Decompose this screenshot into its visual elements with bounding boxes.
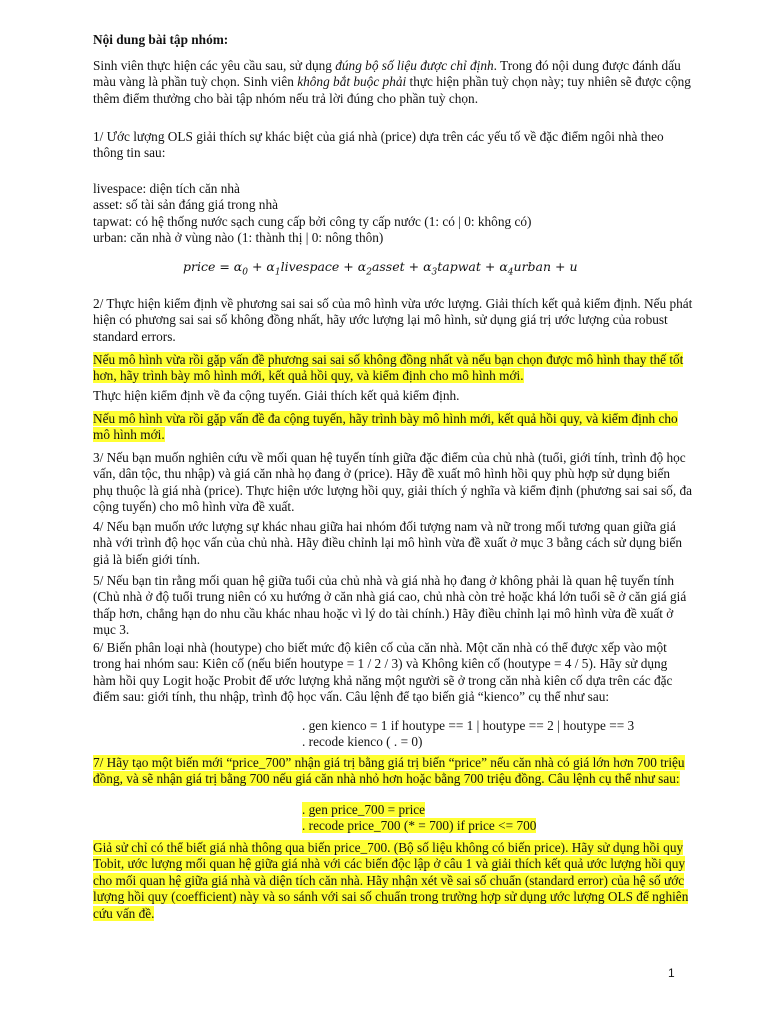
variable-asset: asset: số tài sản đáng giá trong nhà [93,197,279,213]
intro-paragraph [93,58,693,107]
variable-tapwat: tapwat: có hệ thống nước sạch cung cấp bởi công ty cấp nước (1: có | 0: không có) [93,213,532,229]
highlighted-text: 7/ Hãy tạo một biến mới “price_700” nhận giá trị bằng giá trị biến “price” nếu căn nhà có giá lớn hơn 700 triệu đồng, và sẽ nhận giá trị bằng 700 nếu giá căn nhà nhỏ hơn hoặc bằng 700 triệu đồng. Câu lệnh cụ thể như sau: [93,755,685,787]
intro-text-2: . Trong đó nội dung được đánh dấu màu vàng là phần tuỳ chọn. Sinh viên [93,58,681,90]
question-2-multicollinearity-optional [93,411,693,444]
page-number: 1 [668,966,675,980]
regression-equation: price = $\alpha_0$ + $\alpha_1livespace$ + $\alpha_2asset$ + $\alpha_3tapwat$ + $\alpha_4urban + u$ [183,259,578,278]
highlighted-text: Giả sử chỉ có thể biết giá nhà thông qua biến price_700. (Bộ số liệu không có biến price). Hãy sử dụng hồi quy Tobit, ước lượng mối quan hệ giữa giá nhà với các biến độc lập ở câu 1 và giải thích kết quả ước lượng hồi quy cho mối quan hệ giữa giá nhà và diện tích căn nhà. Hãy nhận xét về sai số chuẩn (standard error) của hệ số ước lượng hồi quy (coefficient) này và so sánh với sai số chuẩn trong trường hợp sử dụng ước lượng OLS để nghiên cứu vấn đề. [93,840,689,921]
question-5: 5/ Nếu bạn tin rằng mối quan hệ giữa tuổi của chủ nhà và giá nhà họ đang ở không phải là quan hệ tuyến tính (Chủ nhà ở độ tuổi trung niên có xu hướng ở căn nhà giá cao, chủ nhà còn trẻ hoặc khá lớn tuổi sẽ ở căn giá giá thấp hơn, chẳng hạn do nhu cầu khác nhau hoặc vì lý do tài chính.) Hãy điều chỉnh lại mô hình vừa đề xuất ở mục 3. [93,573,687,638]
question-4: 4/ Nếu bạn muốn ước lượng sự khác nhau giữa hai nhóm đối tượng nam và nữ trong mối tương quan giữa giá nhà với trình độ học vấn của chủ nhà. Hãy điều chỉnh lại mô hình vừa đề xuất ở mục 3 bằng cách sử dụng biến giả là biến giới tính. [93,519,683,567]
question-2: 2/ Thực hiện kiểm định về phương sai sai số của mô hình vừa ước lượng. Giải thích kết quả kiểm định. Nếu phát hiện có phương sai sai số không đồng nhất, hãy ước lượng lại mô hình, sử dụng giá trị ước lượng của robust standard errors. [93,296,693,344]
intro-text-1: Sinh viên thực hiện các yêu cầu sau, sử dụng [93,58,336,73]
question-7 [93,755,693,788]
code-line: . recode kienco ( . = 0) [302,734,423,750]
intro-italic-2: không bắt buộc phải [297,74,407,90]
question-1: 1/ Ước lượng OLS giải thích sự khác biệt của giá nhà (price) dựa trên các yếu tố về đặc điểm ngôi nhà theo thông tin sau: [93,129,664,161]
question-2-multicollinearity: Thực hiện kiểm định về đa cộng tuyến. Giải thích kết quả kiểm định. [93,388,460,403]
highlighted-text: Nếu mô hình vừa rồi gặp vấn đề phương sai sai số không đồng nhất và nếu bạn chọn được mô hình thay thế tốt hơn, hãy trình bày mô hình mới, kết quả hồi quy, và kiểm định cho mô hình mới. [93,352,684,384]
question-6: 6/ Biến phân loại nhà (houtype) cho biết mức độ kiên cố của căn nhà. Một căn nhà có thể được xếp vào một trong hai nhóm sau: Kiên cố (nếu biến houtype = 1 / 2 / 3) và Không kiên cố (houtype = 4 / 5). Hãy sử dụng hàm hồi quy Logit hoặc Probit để ước lượng khả năng một người sẽ ở trong căn nhà kiên cố dựa trên các đặc điểm sau: giới tính, thu nhập, trình độ học vấn. Câu lệnh để tạo biến giả “kienco” cụ thể như sau: [93,640,673,705]
q6-code-block [302,718,634,751]
intro-text-3: thực hiện phần tuỳ chọn này; tuy nhiên sẽ được cộng thêm điểm thưởng cho bài tập nhóm nếu trả lời đúng cho phần tuỳ chọn. [93,74,691,106]
q7-code-block [302,802,536,835]
variable-livespace: livespace: diện tích căn nhà [93,181,240,196]
question-3: 3/ Nếu bạn muốn nghiên cứu về mối quan hệ tuyến tính giữa đặc điểm của chủ nhà (tuổi, giới tính, trình độ học vấn, dân tộc, thu nhập) và giá căn nhà họ đang ở (price). Hãy đề xuất mô hình hồi quy phù hợp sử dụng biến phụ thuộc là giá nhà (price). Thực hiện ước lượng hồi quy, giải thích ý nghĩa và kiểm định (phương sai sai số, đa cộng tuyến) cho mô hình vừa đề xuất. [93,450,693,515]
page-title: Nội dung bài tập nhóm: [93,32,229,47]
variable-list [93,181,693,247]
question-7-followup [93,840,693,922]
intro-italic-1: đúng bộ số liệu được chỉ định [335,58,494,73]
variable-urban: urban: căn nhà ở vùng nào (1: thành thị | 0: nông thôn) [93,230,384,246]
code-line: . recode price_700 (* = 700) if price <= 700 [302,818,537,834]
highlighted-text: Nếu mô hình vừa rồi gặp vấn đề đa cộng tuyến, hãy trình bày mô hình mới, kết quả hồi quy, và kiểm định cho mô hình mới. [93,411,678,443]
code-line: . gen price_700 = price [302,802,426,817]
code-line: . gen kienco = 1 if houtype == 1 | houtype == 2 | houtype == 3 [302,718,635,733]
question-2-optional [93,352,693,385]
